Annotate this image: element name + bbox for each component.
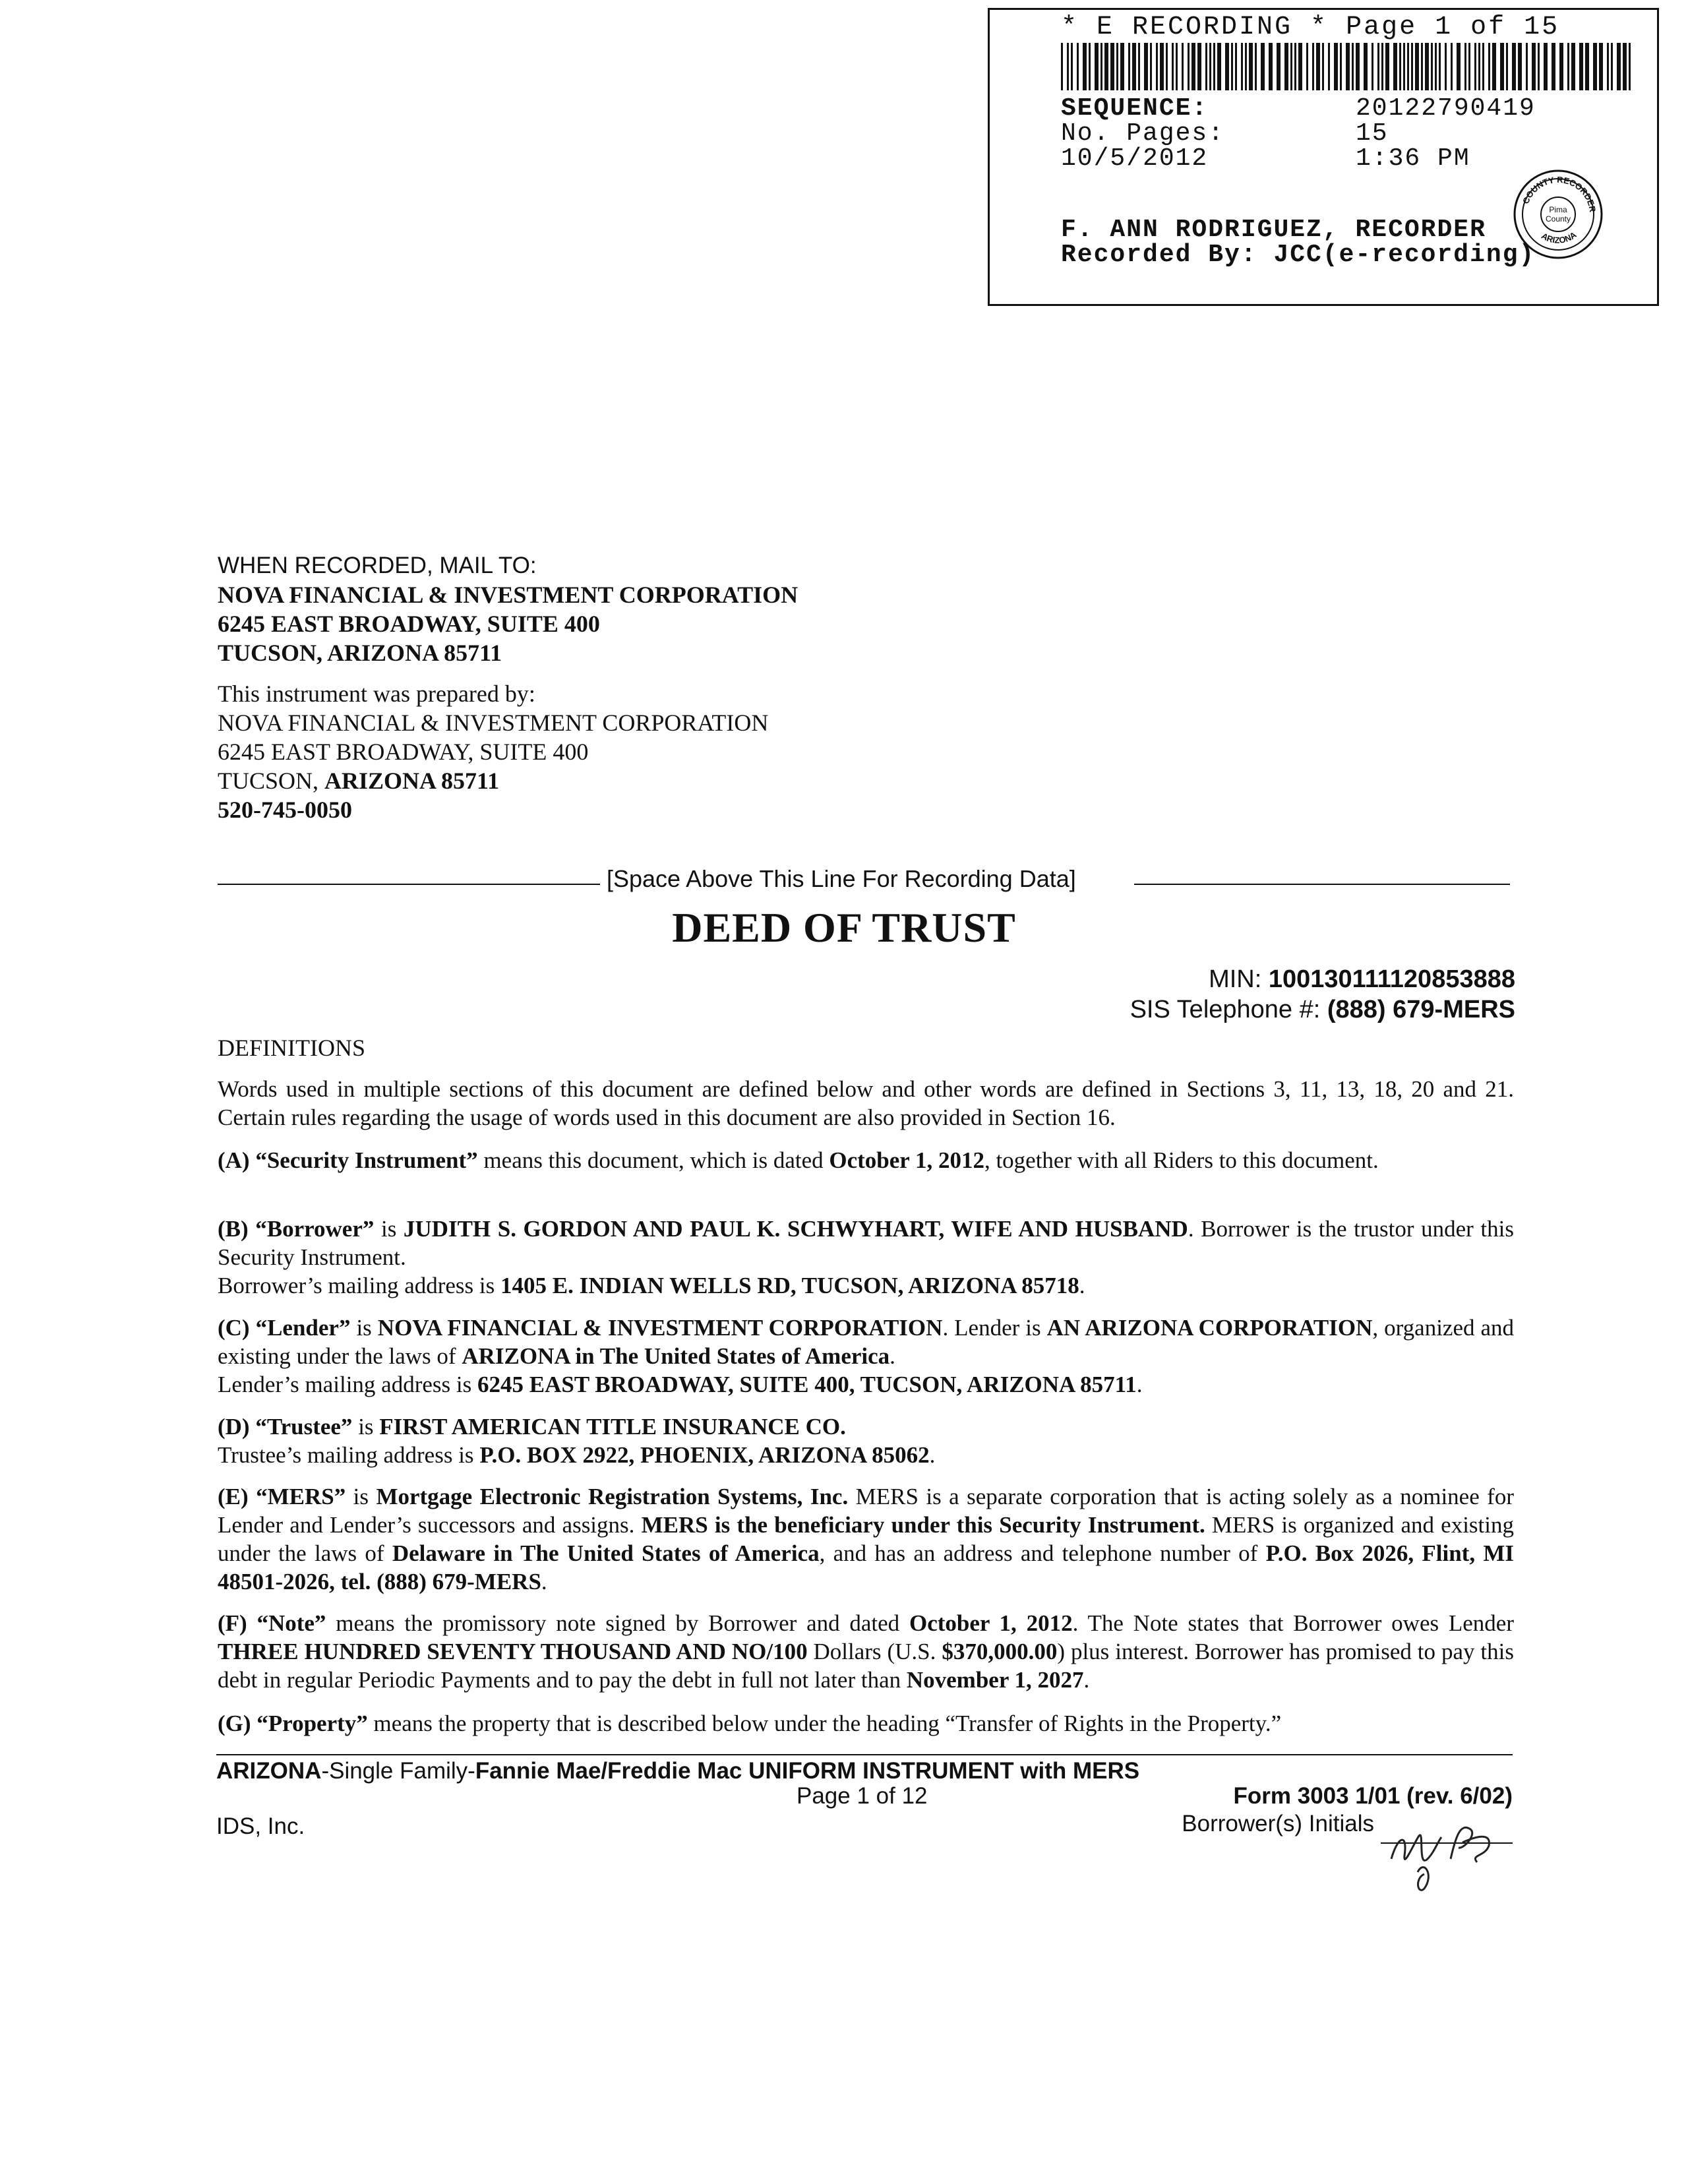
min-block: [1130, 964, 1515, 1025]
sequence-label: SEQUENCE:: [1061, 94, 1209, 123]
mail-to-city: TUCSON, ARIZONA 85711: [218, 640, 502, 666]
section-d: (D) “Trustee” is FIRST AMERICAN TITLE INSURANCE CO. Trustee’s mailing address is P.O. BOX 2922, PHOENIX, ARIZONA 85062.: [218, 1414, 936, 1468]
prepared-by-phone: 520-745-0050: [218, 797, 352, 823]
prepared-by-city: TUCSON, ARIZONA 85711: [218, 768, 500, 794]
footer-form-number: Form 3003 1/01 (rev. 6/02): [1233, 1783, 1513, 1809]
handwritten-initials-icon: [1378, 1796, 1503, 1895]
sis-line: SIS Telephone #: (888) 679-MERS: [1130, 996, 1515, 1023]
recording-data-label: [Space Above This Line For Recording Data]: [607, 865, 1076, 892]
section-g: (G) “Property” means the property that is described below under the heading “Transfer of Rights in the Property.”: [218, 1711, 1282, 1736]
svg-text:Pima: Pima: [1549, 205, 1567, 214]
definitions-heading: DEFINITIONS: [218, 1035, 365, 1061]
mail-to-block: [218, 551, 798, 667]
definitions-intro: Words used in multiple sections of this document are defined below and other words are defined in Sections 3, 11, 13, 18, 20 and 21. Certain rules regarding the usage of words used in this document are also provided in Section 16.: [218, 1076, 1514, 1130]
prepared-by-street: 6245 EAST BROADWAY, SUITE 400: [218, 739, 589, 765]
section-a: (A) “Security Instrument” means this document, which is dated October 1, 2012, together with all Riders to this document.: [218, 1147, 1379, 1173]
recorder-name: F. ANN RODRIGUEZ, RECORDER: [1061, 216, 1486, 244]
prepared-by-block: [218, 679, 768, 824]
svg-text:County: County: [1545, 214, 1571, 224]
mail-to-street: 6245 EAST BROADWAY, SUITE 400: [218, 611, 600, 637]
county-seal-icon: [1512, 168, 1604, 260]
section-c: (C) “Lender” is NOVA FINANCIAL & INVESTMENT CORPORATION. Lender is AN ARIZONA CORPORATION, organized and existing under the laws of ARIZONA in The United States of America. Lender’s mailing address is 6245 EAST BROADWAY, SUITE 400, TUCSON, ARIZONA 85711.: [218, 1315, 1515, 1397]
pages-value: 15: [1356, 119, 1389, 148]
recorded-by: Recorded By: JCC(e-recording): [1061, 241, 1536, 269]
section-e: (E) “MERS” is Mortgage Electronic Registration Systems, Inc. MERS is a separate corporation that is acting solely as a nominee for Lender and Lender’s successors and assigns. MERS is the beneficiary under this Security Instrument. MERS is organized and existing under the laws of Delaware in The United States of America, and has an address and telephone number of P.O. Box 2026, Flint, MI 48501-2026, tel. (888) 679-MERS.: [218, 1484, 1514, 1594]
recording-time: 1:36 PM: [1356, 144, 1470, 173]
mail-to-name: NOVA FINANCIAL & INVESTMENT CORPORATION: [218, 582, 799, 608]
footer-company: IDS, Inc.: [216, 1813, 305, 1839]
mail-to-label: WHEN RECORDED, MAIL TO:: [218, 553, 537, 578]
prepared-by-name: NOVA FINANCIAL & INVESTMENT CORPORATION: [218, 710, 769, 736]
section-f: (F) “Note” means the promissory note signed by Borrower and dated October 1, 2012. The Note states that Borrower owes Lender THREE HUNDRED SEVENTY THOUSAND AND NO/100 Dollars (U.S. $370,000.00) plus interest. Borrower has promised to pay this debt in regular Periodic Payments and to pay the debt in full not later than November 1, 2027.: [218, 1610, 1514, 1693]
borrower-initials-label: Borrower(s) Initials: [1182, 1811, 1374, 1836]
footer-form-title: ARIZONA-Single Family-Fannie Mae/Freddie Mac UNIFORM INSTRUMENT with MERS: [216, 1758, 1140, 1784]
footer-page-number: Page 1 of 12: [797, 1783, 928, 1809]
prepared-by-label: This instrument was prepared by:: [218, 681, 535, 707]
recording-date: 10/5/2012: [1061, 144, 1209, 173]
svg-text:ARIZONA: ARIZONA: [1540, 229, 1579, 245]
footer-divider: [216, 1754, 1513, 1755]
stamp-header: * E RECORDING * Page 1 of 15: [1061, 13, 1560, 42]
recorder-stamp: [988, 8, 1659, 306]
min-line: MIN: 100130111120853888: [1209, 965, 1515, 993]
pages-label: No. Pages:: [1061, 119, 1225, 148]
page-footer: [216, 1758, 1513, 1850]
section-b: (B) “Borrower” is JUDITH S. GORDON AND PAUL K. SCHWYHART, WIFE AND HUSBAND. Borrower is the trustor under this Security Instrument. Borrower’s mailing address is 1405 E. INDIAN WELLS RD, TUCSON, ARIZONA 85718.: [218, 1216, 1514, 1298]
recording-data-divider: [218, 865, 1510, 892]
sequence-value: 20122790419: [1356, 94, 1536, 123]
barcode: [1061, 43, 1640, 90]
document-title: DEED OF TRUST: [672, 904, 1016, 951]
svg-text:COUNTY RECORDER: COUNTY RECORDER: [1521, 174, 1598, 213]
